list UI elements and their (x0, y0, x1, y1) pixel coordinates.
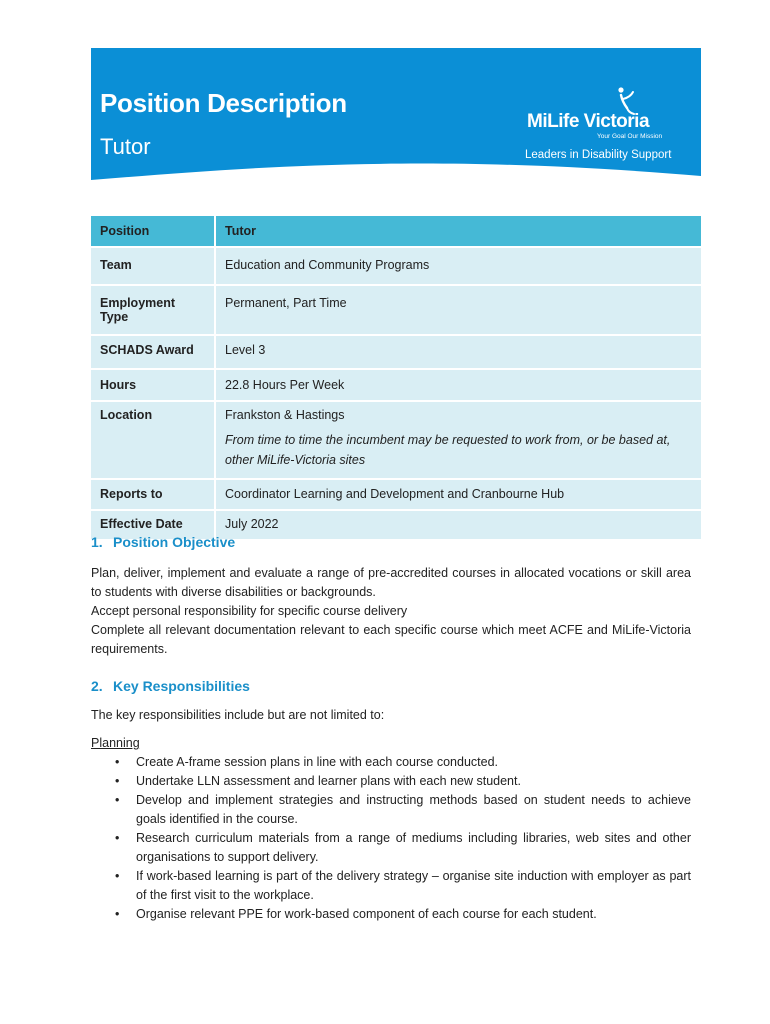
bullet-icon: • (115, 793, 120, 807)
table-row (91, 335, 701, 369)
list-item (115, 905, 691, 924)
bullet-icon: • (115, 907, 120, 921)
list-item-text: Organise relevant PPE for work-based component of each course for each student. (136, 907, 597, 921)
bullet-icon: • (115, 831, 120, 845)
list-item (115, 772, 691, 791)
page-subtitle: Tutor (100, 134, 151, 159)
planning-subheading: Planning (91, 736, 140, 750)
list-item-text: If work-based learning is part of the delivery strategy – organise site induction with employer as part of the first visit to the workplace. (136, 869, 691, 902)
list-item-text: Research curriculum materials from a range of mediums including libraries, web sites and other organisations to support delivery. (136, 831, 691, 864)
location-note: From time to time the incumbent may be requested to work from, or be based at, other MiLife-Victoria sites (225, 433, 671, 467)
objective-line: Accept personal responsibility for specific course delivery (91, 604, 408, 618)
table-header-value: Tutor (215, 216, 701, 247)
table-header-label: Position (91, 216, 215, 247)
header-banner (91, 48, 701, 190)
table-row (91, 369, 701, 401)
objective-line: Complete all relevant documentation relevant to each specific course which meet ACFE and MiLife-Victoria requirements. (91, 623, 691, 656)
section-title: Position Objective (113, 534, 236, 550)
key-responsibilities-section (91, 677, 691, 924)
row-value: Frankston & Hastings (225, 408, 345, 422)
row-label: Hours (91, 369, 215, 401)
planning-list (115, 753, 691, 924)
objective-line: Plan, deliver, implement and evaluate a range of pre-accredited courses in allocated vocations or skill area to students with diverse disabilities or backgrounds. (91, 566, 691, 599)
logo-tagline: Your Goal Our Mission (597, 133, 663, 140)
row-label: SCHADS Award (91, 335, 215, 369)
position-objective-section (91, 533, 691, 659)
table-row (91, 401, 701, 479)
list-item (115, 867, 691, 905)
section-number: 1. (91, 534, 103, 550)
bullet-icon: • (115, 755, 120, 769)
table-row (91, 285, 701, 335)
section-heading (91, 677, 691, 696)
logo-brand: MiLife Victoria (527, 111, 650, 132)
list-item (115, 753, 691, 772)
row-label: Location (91, 401, 215, 479)
row-value: Permanent, Part Time (215, 285, 701, 335)
list-item-text: Create A-frame session plans in line with each course conducted. (136, 755, 498, 769)
logo-leader-text: Leaders in Disability Support (525, 149, 672, 161)
table-header-row (91, 216, 701, 247)
row-value: Level 3 (215, 335, 701, 369)
row-value: Coordinator Learning and Development and Cranbourne Hub (215, 479, 701, 510)
row-value-cell (215, 401, 701, 479)
table-row (91, 479, 701, 510)
list-item (115, 791, 691, 829)
milife-victoria-logo (523, 86, 673, 166)
bullet-icon: • (115, 869, 120, 883)
list-item-text: Develop and implement strategies and instructing methods based on student needs to achieve goals identified in the course. (136, 793, 691, 826)
section-number: 2. (91, 678, 103, 694)
row-label: Effective Date (91, 510, 215, 540)
row-label: Reports to (91, 479, 215, 510)
bullet-icon: • (115, 774, 120, 788)
row-value: Education and Community Programs (215, 247, 701, 285)
table-row (91, 247, 701, 285)
page-title: Position Description (100, 88, 347, 118)
list-item (115, 829, 691, 867)
row-value: 22.8 Hours Per Week (215, 369, 701, 401)
section-title: Key Responsibilities (113, 678, 250, 694)
row-label: Employment Type (91, 285, 215, 335)
row-value: July 2022 (215, 510, 701, 540)
responsibilities-intro: The key responsibilities include but are not limited to: (91, 708, 385, 722)
list-item-text: Undertake LLN assessment and learner plans with each new student. (136, 774, 521, 788)
section-heading (91, 533, 691, 552)
row-label: Team (91, 247, 215, 285)
position-info-table (91, 216, 701, 541)
